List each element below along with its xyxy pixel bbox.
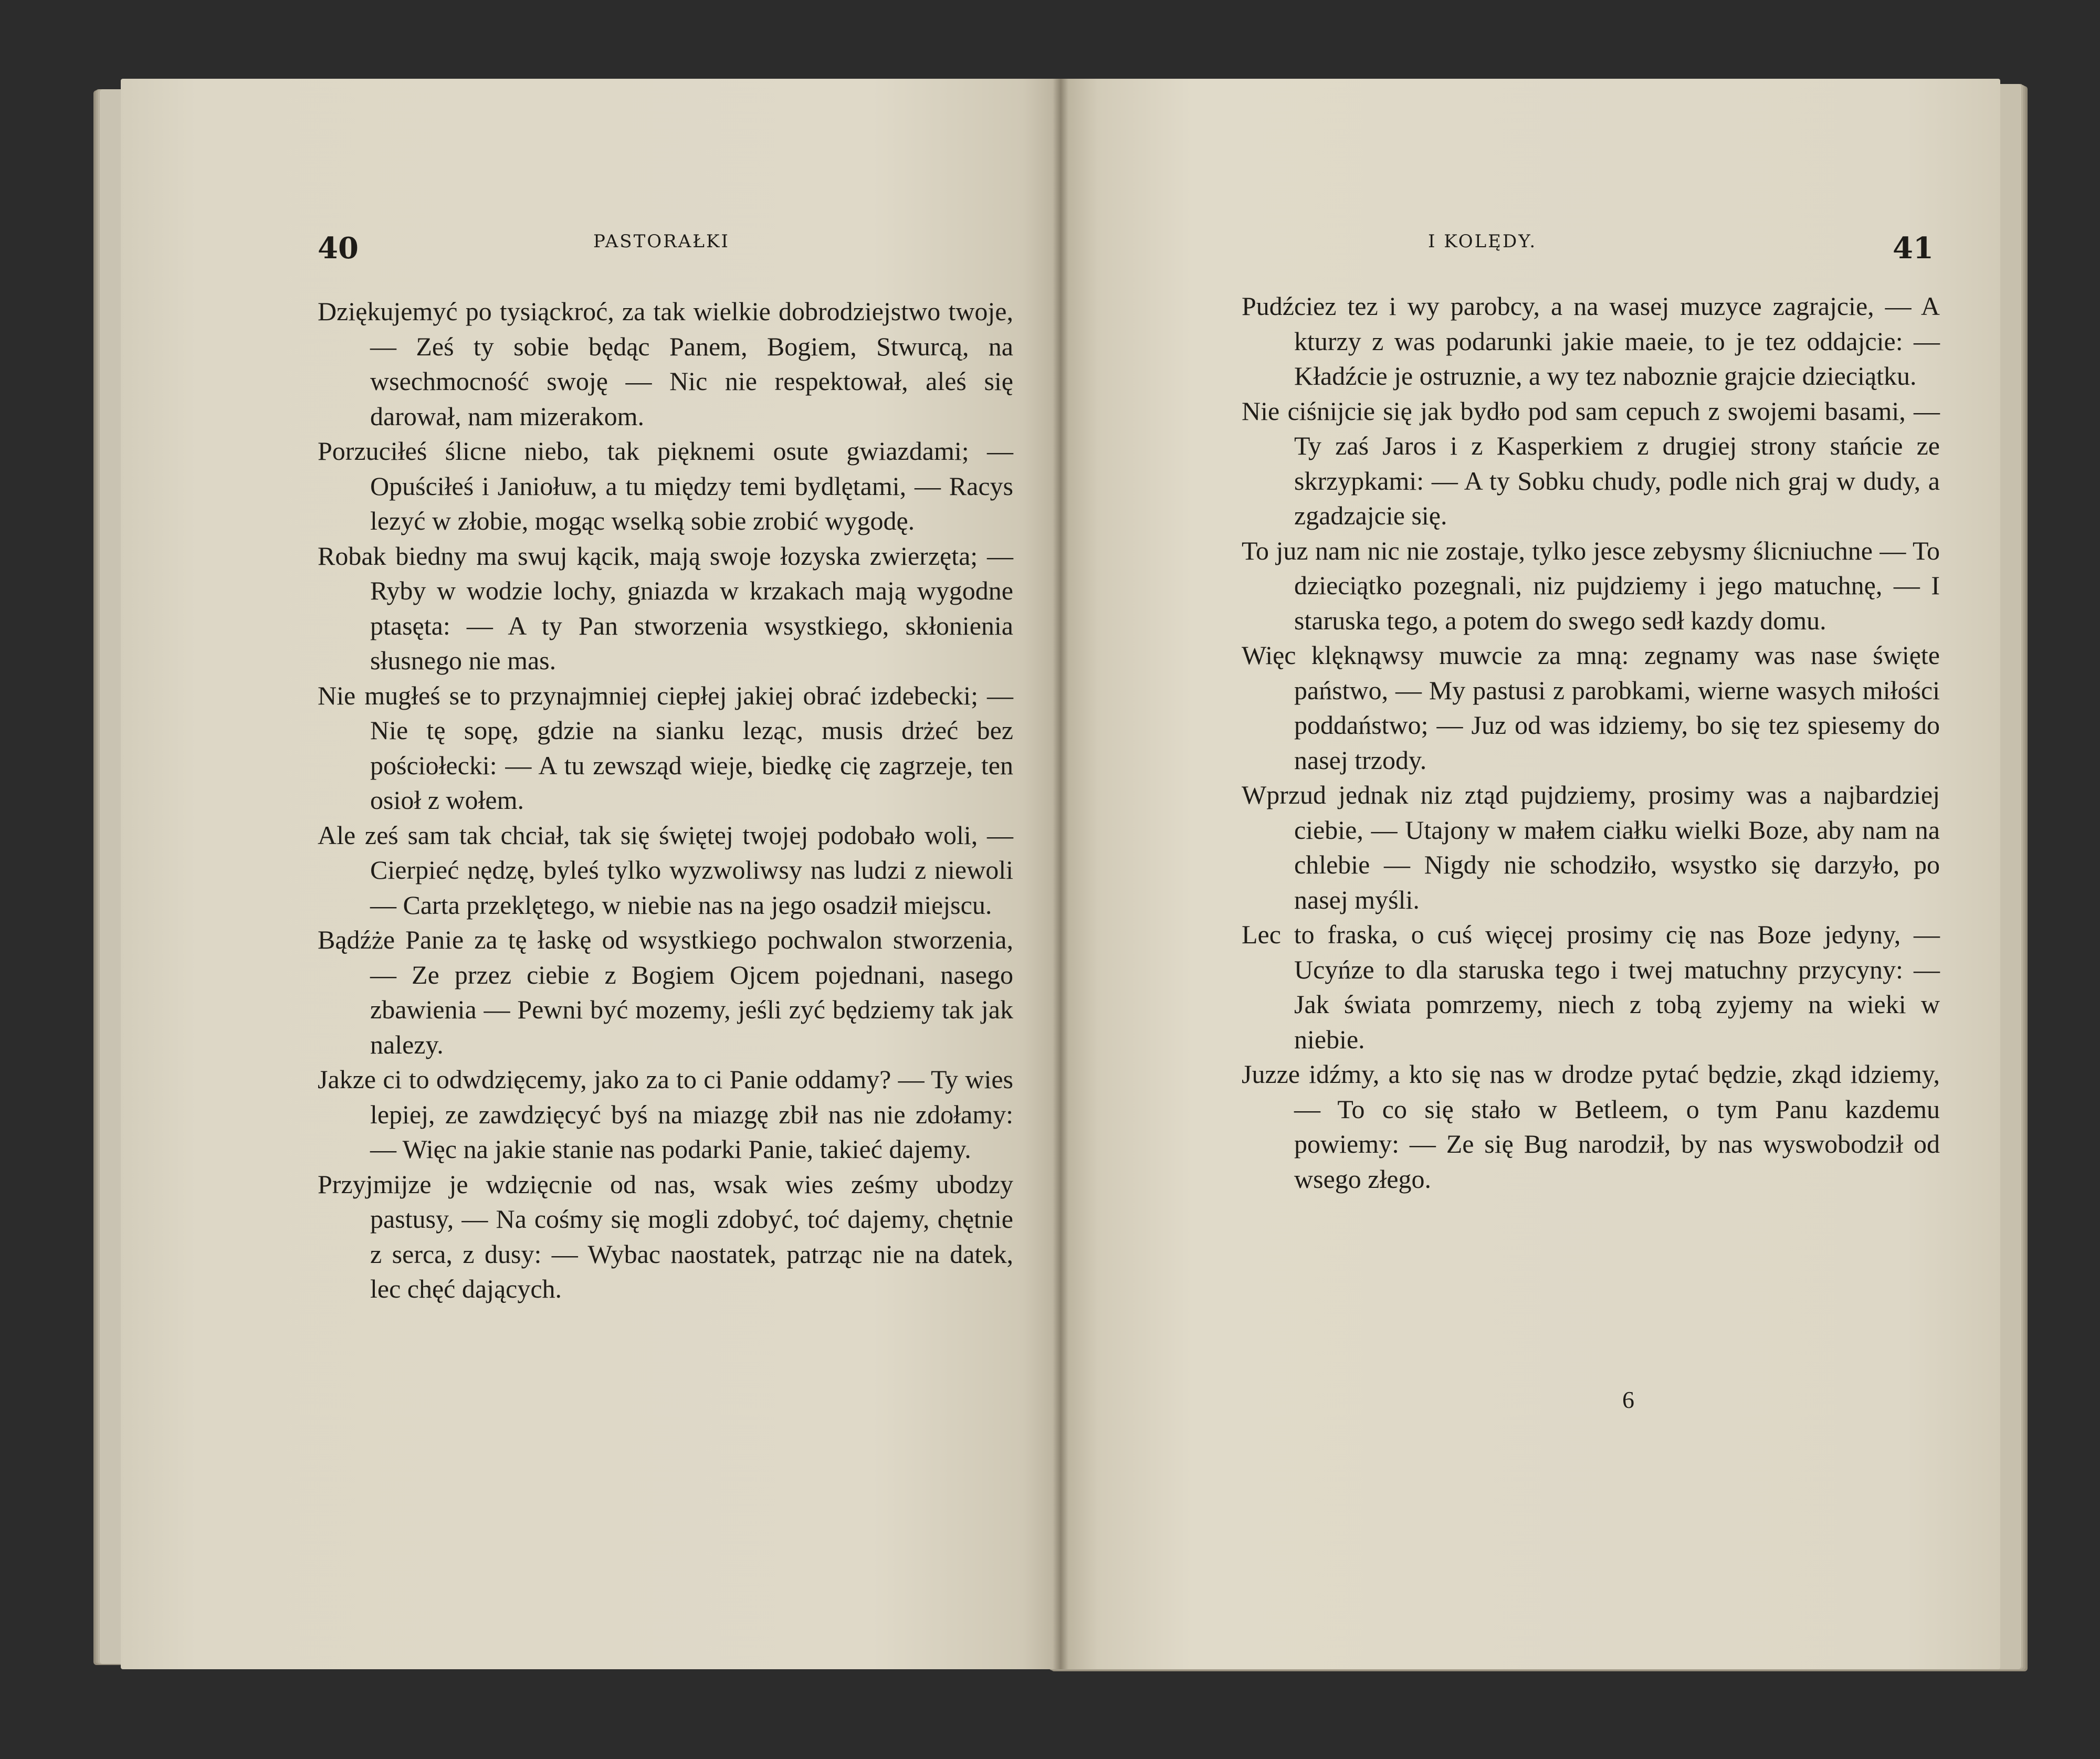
right-paragraph-7: Juzze idźmy, a kto się nas w drodze pytać będzie, zkąd idziemy, — To co się stało w Betleem, o tym Panu kazdemu powiemy: — Ze się Bug narodził, by nas wyswobodził od wsego złego. bbox=[1242, 1059, 1940, 1194]
signature-mark: 6 bbox=[1622, 1386, 1634, 1413]
left-paragraph-4: Nie mugłeś se to przynajmniej ciepłej jakiej obrać izdebecki; — Nie tę sopę, gdzie na sianku leząc, musis drżeć bez pościołecki: — A tu zewsząd wieje, biedkę cię zagrzeje, ten osioł z wołem. bbox=[318, 680, 1013, 815]
right-paragraph-6: Lec to fraska, o cuś więcej prosimy cię nas Boze jedyny, — Ucyńze to dla staruska tego i twej matuchny przycyny: — Jak świata pomrzemy, niech z tobą zyjemy na wieki w niebie. bbox=[1242, 920, 1940, 1054]
left-running-head: PASTORAŁKI bbox=[593, 231, 730, 252]
book-gutter bbox=[1053, 79, 1068, 1669]
left-paragraph-6: Bądźże Panie za tę łaskę od wsystkiego pochwalon stworzenia, — Ze przez ciebie z Bogiem Ojcem pojednani, nasego zbawienia — Pewni być mozemy, jeśli zyć będziemy tak jak nalezy. bbox=[318, 925, 1013, 1059]
right-page bbox=[1060, 79, 2000, 1669]
open-book bbox=[100, 79, 2021, 1680]
right-paragraph-5: Wprzud jednak niz ztąd pujdziemy, prosimy was a najbardziej ciebie, — Utajony w małem ciałku wielki Boze, aby nam na chlebie — Nigdy nie schodziło, wsystko się darzyło, po nasej myśli. bbox=[1242, 780, 1940, 914]
right-paragraph-4: Więc klęknąwsy muwcie za mną: zegnamy was nase święte państwo, — My pastusi z parobkami, wierne wasych miłości poddaństwo; — Juz od was idziemy, bo się tez spiesemy do nasej trzody. bbox=[1242, 640, 1940, 775]
right-running-head: I KOLĘDY. bbox=[1428, 231, 1537, 252]
right-paragraph-3: To juz nam nic nie zostaje, tylko jesce zebysmy ślicniuchne — To dzieciątko pozegnali, niz pujdziemy i jego matuchnę, — I staruska tego, a potem do swego sedł kazdy domu. bbox=[1242, 535, 1940, 635]
left-page bbox=[121, 79, 1060, 1669]
right-paragraph-2: Nie ciśnijcie się jak bydło pod sam cepuch z swojemi basami, — Ty zaś Jaros i z Kasperkiem z drugiej strony stańcie ze skrzypkami: — A ty Sobku chudy, podle nich graj w dudy, a zgadzajcie się. bbox=[1242, 396, 1940, 530]
left-paragraph-8: Przyjmijze je wdzięcnie od nas, wsak wies ześmy ubodzy pastusy, — Na cośmy się mogli zdobyć, toć dajemy, chętnie z serca, z dusy: — Wybac naostatek, patrząc nie na datek, lec chęć dających. bbox=[318, 1169, 1013, 1303]
right-paragraph-1: Pudźciez tez i wy parobcy, a na wasej muzyce zagrajcie, — A kturzy z was podarunki jakie maeie, to je tez oddajcie: — Kładźcie je ostruznie, a wy tez naboznie grajcie dzieciątku. bbox=[1242, 291, 1940, 391]
left-paragraph-1: Dziękujemyć po tysiąckroć, za tak wielkie dobrodziejstwo twoje, — Ześ ty sobie będąc Panem, Bogiem, Stwurcą, na wsechmocność swoję — Nic nie respektował, aleś się darował, nam mizerakom. bbox=[318, 297, 1013, 431]
left-page-body bbox=[318, 294, 1013, 1307]
left-paragraph-7: Jakze ci to odwdzięcemy, jako za to ci Panie oddamy? — Ty wies lepiej, ze zawdzięcyć byś na miazgę zbił nas nie zdołamy: — Więc na jakie stanie nas podarki Panie, takieć dajemy. bbox=[318, 1065, 1013, 1164]
left-paragraph-5: Ale ześ sam tak chciał, tak się świętej twojej podobało woli, — Cierpieć nędzę, byleś tylko wyzwoliwsy nas ludzi z niewoli — Carta przeklętego, w niebie nas na jego osadził miejscu. bbox=[318, 820, 1013, 920]
left-paragraph-3: Robak biedny ma swuj kącik, mają swoje łozyska zwierzęta; — Ryby w wodzie lochy, gniazda w krzakach mają wygodne ptasęta: — A ty Pan stworzenia wsystkiego, skłonienia słusnego nie mas. bbox=[318, 541, 1013, 675]
right-page-body bbox=[1242, 289, 1940, 1196]
left-paragraph-2: Porzuciłeś ślicne niebo, tak pięknemi osute gwiazdami; — Opuściłeś i Janiołuw, a tu między temi bydlętami, — Racys lezyć w złobie, mogąc wselką sobie zrobić wygodę. bbox=[318, 436, 1013, 535]
right-page-number: 41 bbox=[1893, 231, 1934, 266]
left-page-number: 40 bbox=[318, 231, 359, 266]
